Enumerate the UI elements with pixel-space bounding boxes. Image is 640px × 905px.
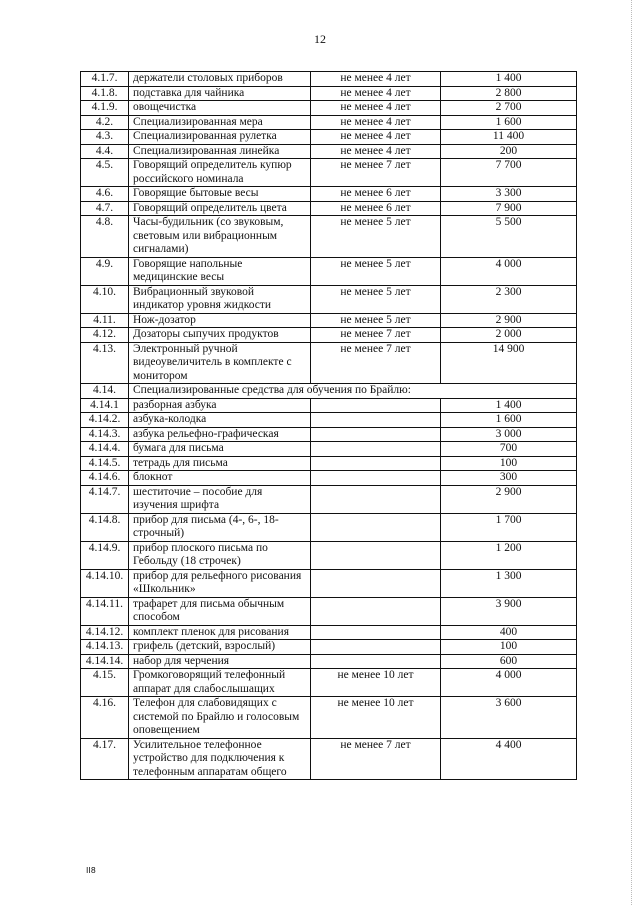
table-row [81,201,577,216]
item-number: 4.10. [81,285,129,313]
table-row [81,130,577,145]
table-row [81,144,577,159]
item-name: блокнот [129,471,311,486]
item-name: подставка для чайника [129,86,311,101]
scan-edge-line [631,0,632,905]
item-number: 4.14.7. [81,485,129,513]
table-row [81,115,577,130]
usage-term [311,485,441,513]
item-price: 1 300 [441,569,577,597]
usage-term: не менее 7 лет [311,159,441,187]
item-price: 3 300 [441,187,577,202]
item-name: азбука-колодка [129,413,311,428]
item-name: прибор плоского письма по Гебольду (18 строчек) [129,541,311,569]
item-name: прибор для письма (4-, 6-, 18-строчный) [129,513,311,541]
table-row [81,159,577,187]
usage-term: не менее 5 лет [311,285,441,313]
usage-term: не менее 5 лет [311,257,441,285]
item-price: 300 [441,471,577,486]
table-row [81,738,577,780]
item-price: 4 400 [441,738,577,780]
usage-term [311,456,441,471]
item-name: прибор для рельефного рисования «Школьник» [129,569,311,597]
item-number: 4.15. [81,669,129,697]
usage-term: не менее 4 лет [311,115,441,130]
item-name: Громкоговорящий телефонный аппарат для слабослышащих [129,669,311,697]
table-row [81,342,577,384]
table-row [81,471,577,486]
usage-term: не менее 6 лет [311,187,441,202]
item-number: 4.1.7. [81,72,129,87]
item-number: 4.14.8. [81,513,129,541]
item-price: 1 600 [441,115,577,130]
usage-term: не менее 7 лет [311,328,441,343]
item-name: разборная азбука [129,398,311,413]
item-name: Говорящий определитель цвета [129,201,311,216]
item-number: 4.14.5. [81,456,129,471]
item-number: 4.17. [81,738,129,780]
item-name: азбука рельефно-графическая [129,427,311,442]
table-row [81,569,577,597]
item-name: набор для черчения [129,654,311,669]
usage-term [311,597,441,625]
usage-term: не менее 7 лет [311,738,441,780]
table-row [81,640,577,655]
section-heading: Специализированные средства для обучения по Брайлю: [129,384,577,399]
item-name: трафарет для письма обычным способом [129,597,311,625]
table-row [81,597,577,625]
item-price: 2 900 [441,313,577,328]
item-price: 2 000 [441,328,577,343]
item-name: комплект пленок для рисования [129,625,311,640]
item-name: Нож-дозатор [129,313,311,328]
usage-term: не менее 4 лет [311,130,441,145]
usage-term: не менее 4 лет [311,86,441,101]
usage-term [311,471,441,486]
usage-term [311,654,441,669]
item-price: 7 700 [441,159,577,187]
item-number: 4.14. [81,384,129,399]
usage-term: не менее 6 лет [311,201,441,216]
table-row [81,257,577,285]
table-row [81,72,577,87]
table-row [81,86,577,101]
table-row [81,216,577,258]
usage-term: не менее 10 лет [311,697,441,739]
table-row [81,485,577,513]
item-price: 1 600 [441,413,577,428]
table-row [81,654,577,669]
item-name: Телефон для слабовидящих с системой по Брайлю и голосовым оповещением [129,697,311,739]
table-row [81,697,577,739]
item-number: 4.14.1 [81,398,129,413]
usage-term [311,640,441,655]
item-name: овощечистка [129,101,311,116]
item-price: 200 [441,144,577,159]
usage-term [311,625,441,640]
item-number: 4.7. [81,201,129,216]
item-number: 4.14.2. [81,413,129,428]
item-price: 3 600 [441,697,577,739]
item-price: 1 700 [441,513,577,541]
table-row [81,384,577,399]
table-row [81,313,577,328]
item-name: Говорящий определитель купюр российского номинала [129,159,311,187]
item-name: бумага для письма [129,442,311,457]
price-table-body [81,72,577,780]
item-name: Электронный ручной видеоувеличитель в комплекте с монитором [129,342,311,384]
item-price: 1 200 [441,541,577,569]
usage-term: не менее 10 лет [311,669,441,697]
item-number: 4.14.6. [81,471,129,486]
item-name: грифель (детский, взрослый) [129,640,311,655]
table-row [81,625,577,640]
item-number: 4.14.4. [81,442,129,457]
item-name: держатели столовых приборов [129,72,311,87]
usage-term [311,427,441,442]
usage-term [311,541,441,569]
item-number: 4.14.12. [81,625,129,640]
item-price: 700 [441,442,577,457]
item-name: Часы-будильник (со звуковым, световым или вибрационным сигналами) [129,216,311,258]
table-row [81,101,577,116]
usage-term [311,569,441,597]
item-price: 3 000 [441,427,577,442]
usage-term [311,513,441,541]
item-price: 4 000 [441,257,577,285]
item-price: 3 900 [441,597,577,625]
item-number: 4.1.8. [81,86,129,101]
item-number: 4.14.11. [81,597,129,625]
item-name: Вибрационный звуковой индикатор уровня жидкости [129,285,311,313]
usage-term: не менее 7 лет [311,342,441,384]
price-table [80,71,577,780]
table-row [81,398,577,413]
item-name: Говорящие напольные медицинские весы [129,257,311,285]
item-number: 4.8. [81,216,129,258]
item-number: 4.14.3. [81,427,129,442]
item-price: 5 500 [441,216,577,258]
usage-term: не менее 5 лет [311,313,441,328]
table-row [81,513,577,541]
usage-term: не менее 4 лет [311,101,441,116]
item-number: 4.4. [81,144,129,159]
item-number: 4.6. [81,187,129,202]
item-price: 2 900 [441,485,577,513]
item-price: 2 300 [441,285,577,313]
usage-term [311,398,441,413]
usage-term: не менее 4 лет [311,144,441,159]
item-number: 4.16. [81,697,129,739]
item-name: Дозаторы сыпучих продуктов [129,328,311,343]
item-name: Усилительное телефонное устройство для подключения к телефонным аппаратам общего [129,738,311,780]
item-name: Специализированная мера [129,115,311,130]
item-price: 4 000 [441,669,577,697]
item-number: 4.3. [81,130,129,145]
table-row [81,187,577,202]
usage-term [311,413,441,428]
item-number: 4.14.10. [81,569,129,597]
item-price: 14 900 [441,342,577,384]
item-name: Говорящие бытовые весы [129,187,311,202]
item-price: 100 [441,640,577,655]
table-row [81,669,577,697]
usage-term: не менее 4 лет [311,72,441,87]
usage-term: не менее 5 лет [311,216,441,258]
usage-term [311,442,441,457]
item-number: 4.11. [81,313,129,328]
item-number: 4.12. [81,328,129,343]
item-number: 4.13. [81,342,129,384]
item-price: 400 [441,625,577,640]
item-number: 4.2. [81,115,129,130]
item-price: 100 [441,456,577,471]
item-name: Специализированная линейка [129,144,311,159]
table-row [81,456,577,471]
item-name: Специализированная рулетка [129,130,311,145]
item-price: 1 400 [441,72,577,87]
item-price: 2 800 [441,86,577,101]
item-price: 11 400 [441,130,577,145]
item-price: 600 [441,654,577,669]
item-name: тетрадь для письма [129,456,311,471]
item-price: 7 900 [441,201,577,216]
page-number: 12 [314,32,326,46]
table-row [81,413,577,428]
table-row [81,328,577,343]
item-number: 4.14.13. [81,640,129,655]
item-number: 4.14.9. [81,541,129,569]
item-number: 4.14.14. [81,654,129,669]
item-name: шеститочие – пособие для изучения шрифта [129,485,311,513]
table-row [81,427,577,442]
item-price: 1 400 [441,398,577,413]
item-number: 4.1.9. [81,101,129,116]
table-row [81,541,577,569]
edge-mark: ІІ8 [86,866,96,875]
item-price: 2 700 [441,101,577,116]
table-row [81,285,577,313]
item-number: 4.5. [81,159,129,187]
table-row [81,442,577,457]
item-number: 4.9. [81,257,129,285]
